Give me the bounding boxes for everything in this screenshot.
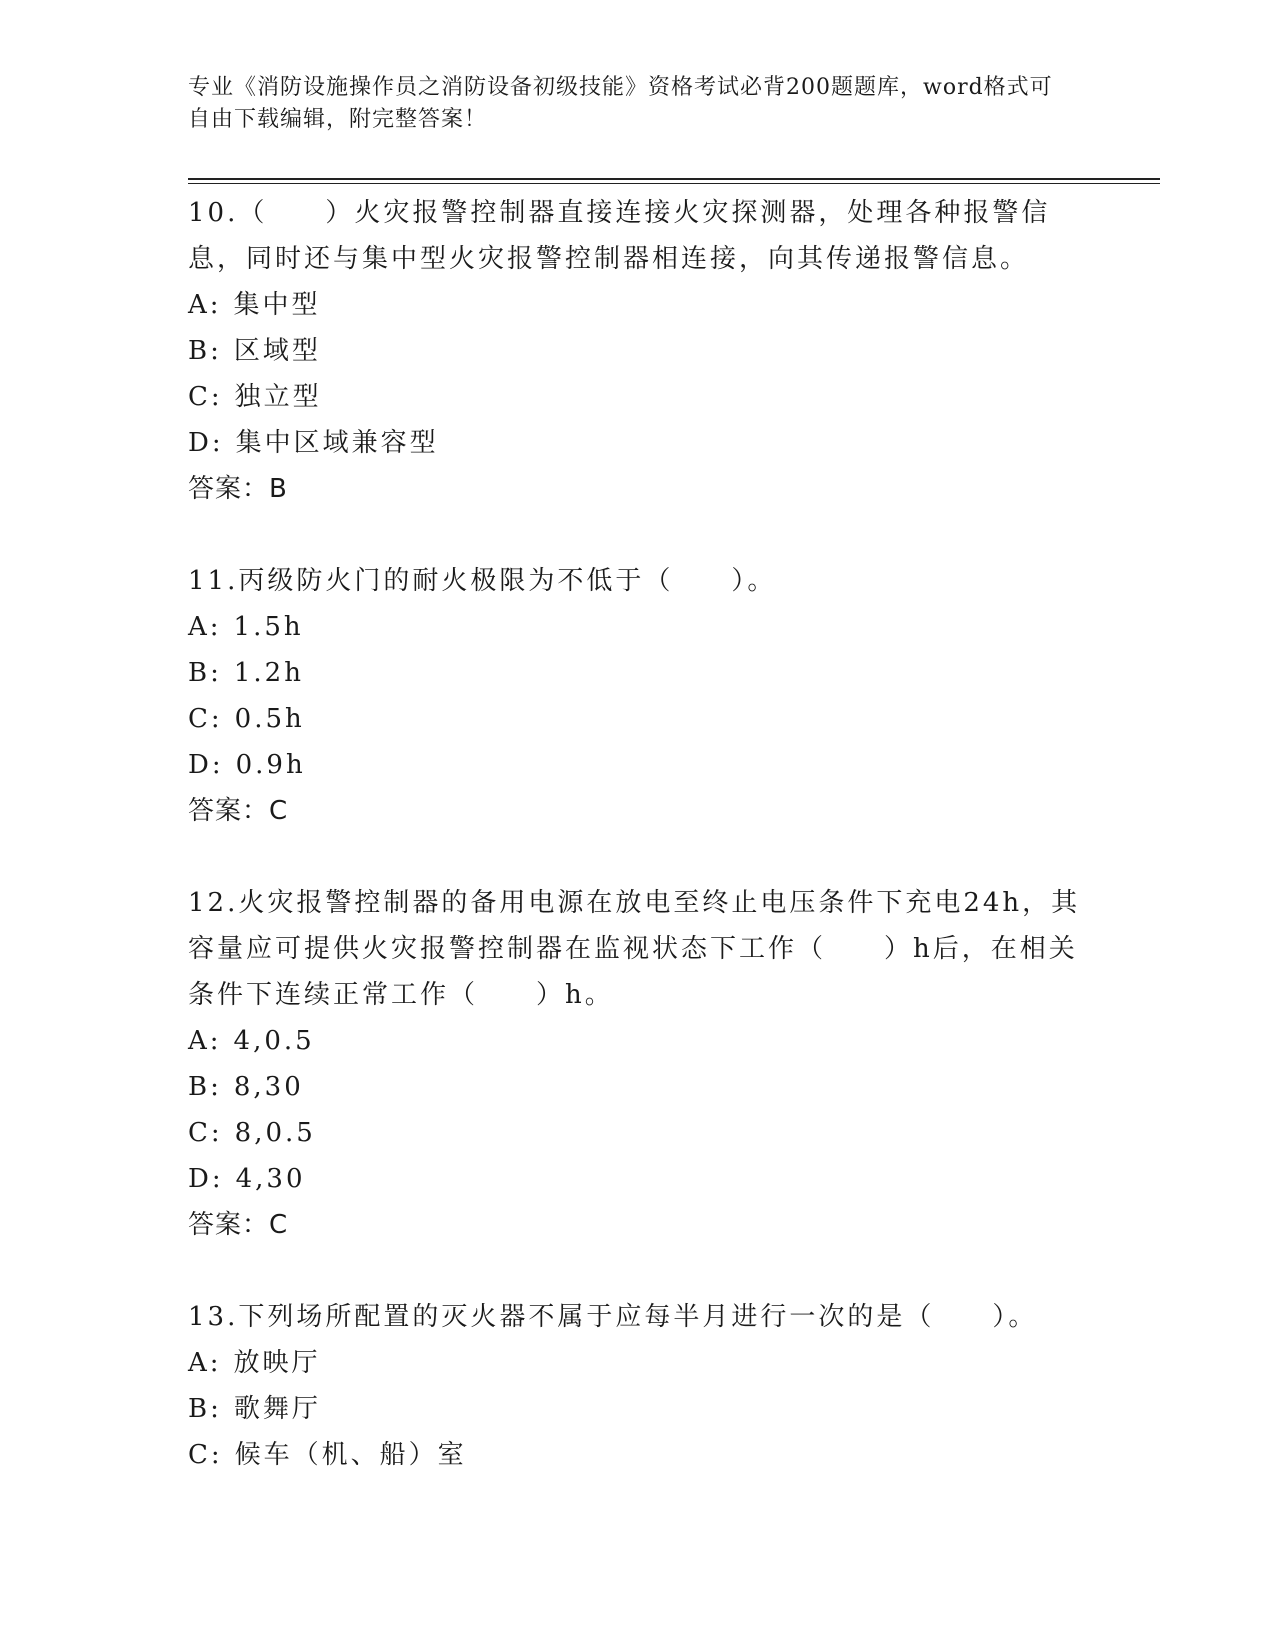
question-12 <box>188 880 1088 1248</box>
option-b <box>188 650 1088 696</box>
option-a <box>188 282 1088 328</box>
option-letter: A: <box>188 290 222 320</box>
option-letter: C: <box>188 1118 223 1148</box>
option-d <box>188 742 1088 788</box>
header-divider-thin <box>188 183 1160 184</box>
answer-line: 答案：B <box>188 474 288 504</box>
option-letter: C: <box>188 704 223 734</box>
question-stem: 13.下列场所配置的灭火器不属于应每半月进行一次的是（ ）。 <box>188 1302 1038 1332</box>
question-13 <box>188 1294 1088 1478</box>
question-gap <box>188 834 1088 880</box>
option-b <box>188 1064 1088 1110</box>
question-11 <box>188 558 1088 834</box>
question-list <box>188 190 1088 1478</box>
option-letter: C: <box>188 1440 223 1470</box>
option-text: 4,0.5 <box>233 1026 315 1056</box>
option-letter: D: <box>188 750 224 780</box>
option-text: 集中型 <box>233 290 321 320</box>
question-10 <box>188 190 1088 512</box>
option-text: 8,30 <box>233 1072 304 1102</box>
option-b <box>188 328 1088 374</box>
option-letter: B: <box>188 1072 222 1102</box>
option-c <box>188 696 1088 742</box>
option-text: 0.5h <box>234 704 305 734</box>
option-text: 候车（机、船）室 <box>234 1440 467 1470</box>
option-letter: A: <box>188 612 222 642</box>
option-text: 1.2h <box>233 658 304 688</box>
option-d <box>188 1156 1088 1202</box>
option-d <box>188 420 1088 466</box>
option-c <box>188 374 1088 420</box>
option-a <box>188 1340 1088 1386</box>
option-letter: D: <box>188 1164 224 1194</box>
question-gap <box>188 512 1088 558</box>
option-letter: D: <box>188 428 224 458</box>
option-b <box>188 1386 1088 1432</box>
option-letter: B: <box>188 1394 222 1424</box>
option-text: 放映厅 <box>233 1348 321 1378</box>
option-text: 4,30 <box>235 1164 306 1194</box>
option-c <box>188 1110 1088 1156</box>
option-text: 独立型 <box>234 382 322 412</box>
question-stem: 11.丙级防火门的耐火极限为不低于（ ）。 <box>188 566 777 596</box>
option-letter: A: <box>188 1026 222 1056</box>
option-text: 区域型 <box>233 336 321 366</box>
option-text: 0.9h <box>235 750 306 780</box>
option-letter: A: <box>188 1348 222 1378</box>
question-stem: 10.（ ）火灾报警控制器直接连接火灾探测器，处理各种报警信息，同时还与集中型火灾报警控制器相连接，向其传递报警信息。 <box>188 198 1051 274</box>
option-text: 8,0.5 <box>234 1118 316 1148</box>
option-text: 1.5h <box>233 612 304 642</box>
answer-line: 答案：C <box>188 796 289 826</box>
option-text: 集中区域兼容型 <box>235 428 439 458</box>
header-divider <box>188 178 1160 180</box>
question-stem: 12.火灾报警控制器的备用电源在放电至终止电压条件下充电24h，其容量应可提供火灾报警控制器在监视状态下工作（ ）h后，在相关条件下连续正常工作（ ）h。 <box>188 888 1081 1010</box>
answer-line: 答案：C <box>188 1210 289 1240</box>
option-text: 歌舞厅 <box>233 1394 321 1424</box>
option-a <box>188 1018 1088 1064</box>
document-header: 专业《消防设施操作员之消防设备初级技能》资格考试必背200题题库，word格式可自由下载编辑，附完整答案！ <box>188 75 1053 132</box>
option-letter: B: <box>188 658 222 688</box>
option-c <box>188 1432 1088 1478</box>
option-letter: C: <box>188 382 223 412</box>
option-letter: B: <box>188 336 222 366</box>
option-a <box>188 604 1088 650</box>
question-gap <box>188 1248 1088 1294</box>
